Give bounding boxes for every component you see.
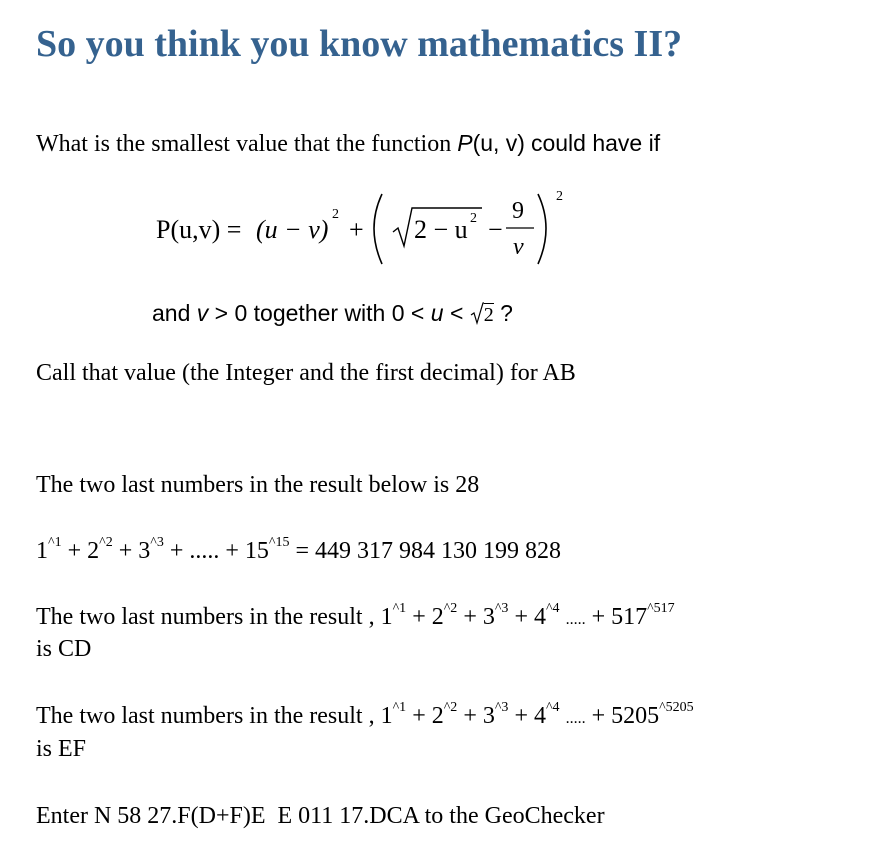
dots: + ..... [169,538,220,564]
right-paren [538,194,546,264]
condition-line [152,300,513,327]
term: $5205^{\^{}5205}$ [611,700,694,729]
term: $2^{\^{}2}$ [431,700,458,729]
example-intro: The two last numbers in the result below is 28 [36,472,480,498]
ef-line: The two last numbers in the result , $1^{\^{}1} + 2^{\^{}2} + 3^{\^{}3} + 4^{\^{}4}$ ..... + $5205^{\^{}5205}$ [36,700,694,729]
call-ab-text: Call that value (the Integer and the first decimal) for AB [36,360,576,386]
formula-minus: − [488,215,503,244]
term: $4^{\^{}4}$ [533,601,560,630]
term: $3^{\^{}3}$ [482,601,509,630]
fraction-denominator: v [513,234,524,260]
term: $3^{\^{}3}$ [482,700,509,729]
term: $15^{\^{}15}$ [244,535,290,564]
dots: ..... [565,611,586,628]
formula-svg [152,188,592,270]
left-paren [374,194,382,264]
question-intro: What is the smallest value that the function [36,131,452,157]
formula-term1: (u − v) [256,215,329,244]
term: $1^{\^{}1}$ [36,535,62,564]
term: $2^{\^{}2}$ [87,535,113,564]
small-sqrt-sign [470,301,484,325]
example-sum: $1^{\^{}1} + 2^{\^{}2} + 3^{\^{}3}$ + ..... + $15^{\^{}15} = 449$ 317 984 130 199 828 [36,535,562,564]
formula-term1-exp: 2 [332,207,339,222]
enter-instructions: Enter N 58 27.F(D+F)E E 011 17.DCA to the GeoChecker [36,803,605,829]
formula-plus: + [349,215,364,244]
cd-prefix: The two last numbers in the result , [36,604,375,630]
question-line [36,130,660,158]
condition-u: u [430,300,444,326]
term: $3^{\^{}3}$ [138,535,164,564]
ef-prefix: The two last numbers in the result , [36,703,375,729]
function-name: P(u, v) [457,130,525,156]
formula-outer-exp: 2 [556,189,563,204]
term: $517^{\^{}517}$ [611,601,675,630]
sqrt-two: 2 [470,300,494,327]
question-tail: could have if [530,130,661,156]
term: $1^{\^{}1}$ [380,700,407,729]
sqrt-body: 2 − u [414,215,468,244]
ef-suffix: is EF [36,736,87,762]
condition-v: v [196,300,209,326]
example-result: = 449 317 984 130 199 828 [295,538,562,564]
dots: ..... [565,710,586,727]
fraction-numerator: 9 [512,198,524,224]
term: $2^{\^{}2}$ [431,601,458,630]
cd-suffix: is CD [36,636,92,662]
formula-lhs: P(u,v) = [156,215,242,244]
formula [152,188,592,270]
term: $4^{\^{}4}$ [533,700,560,729]
condition-gt0: > 0 together with 0 < [214,300,425,326]
condition-lt: < [449,300,464,326]
page-title: So you think you know mathematics II? [36,23,683,65]
sqrt-exp: 2 [470,211,477,226]
cd-line: The two last numbers in the result , $1^{\^{}1} + 2^{\^{}2} + 3^{\^{}3} + 4^{\^{}4}$ ..... + $517^{\^{}517}$ [36,601,675,630]
term: $1^{\^{}1}$ [380,601,407,630]
condition-and: and [152,300,191,326]
condition-question-mark: ? [500,300,513,326]
